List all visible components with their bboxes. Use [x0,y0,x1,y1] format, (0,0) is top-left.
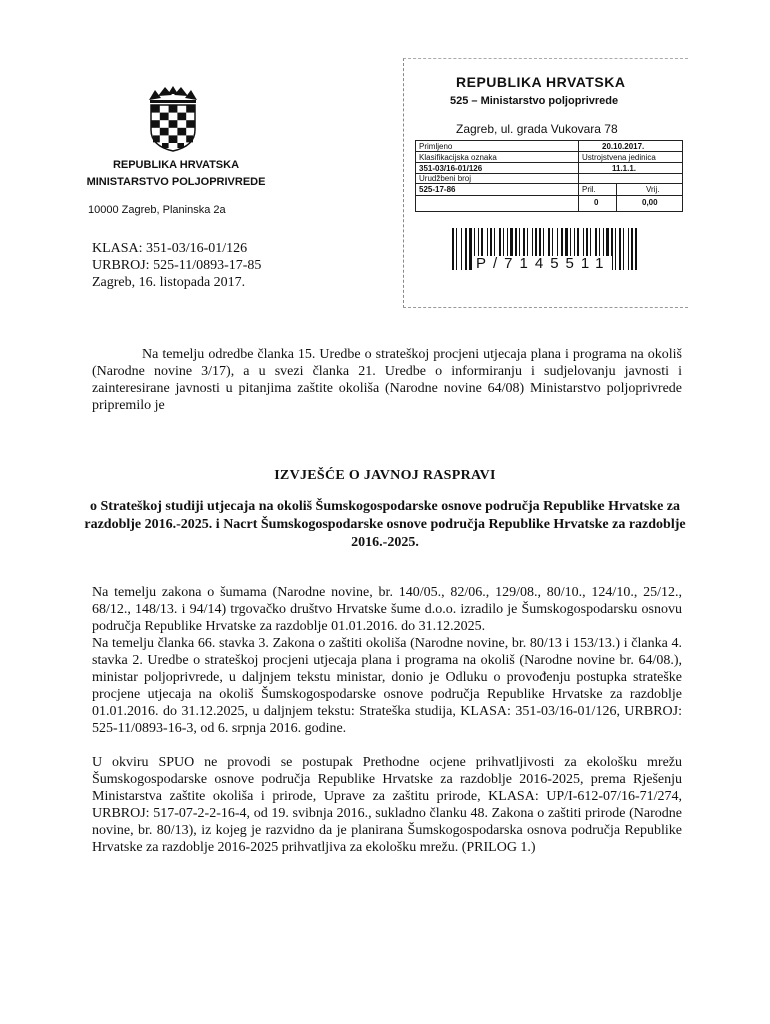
document-heading: IZVJEŠĆE O JAVNOJ RASPRAVI [274,468,496,483]
stamp-table [415,140,683,212]
stamp-received-date: 20.10.2017. [602,142,645,151]
document-references [92,240,261,291]
stamp-attachments-value: 0 [594,198,599,207]
stamp-value-amount: 0,00 [642,198,658,207]
intro-paragraph: Na temelju odredbe članka 15. Uredbe o strateškoj procjeni utjecaja plana i programa na okoliš (Narodne novine 3/17), a u svezi članka 21. Uredbe o informiranju i sudjelovanju javnosti i zainteresirane javnosti u pitanjima zaštite okoliša (Narodne novine 64/08) Ministarstvo poljoprivrede pripremilo je [92,347,682,413]
stamp-registry-label: Urudžbeni broj [419,174,472,183]
stamp-ministry: 525 – Ministarstvo poljoprivrede [450,95,619,107]
stamp-unit-label: Ustrojstvena jedinica [582,153,656,162]
document-subheading: o Strateškoj studiji utjecaja na okoliš Šumskogospodarske osnove područja Republike Hrvatske za razdoblje 2016.-2025. i Nacrt Šumskogospodarske osnove područja Republike Hrvatske za razdoblje 2016.-2025. [84,499,686,550]
stamp-unit-value: 11.1.1. [612,164,637,173]
barcode-number: P/7145511 [476,255,611,272]
stamp-value-label: Vrij. [646,185,660,194]
stamp-attachments-label: Pril. [582,185,596,194]
sender-address: 10000 Zagreb, Planinska 2a [88,204,226,216]
stamp-title: REPUBLIKA HRVATSKA [456,74,626,90]
paragraph-forest-law: Na temelju zakona o šumama (Narodne novine, br. 140/05., 82/06., 129/08., 80/10., 124/10., 25/12., 68/12., 148/13. i 94/14) trgovačko društvo Hrvatske šume d.o.o. izradilo je Šumskogospodarsku osnovu područja Republike Hrvatske za razdoblje 01.01.2016. do 31.12.2025. [92,585,682,634]
paragraph-ecological-network: U okviru SPUO ne provodi se postupak Prethodne ocjene prihvatljivosti za ekološku mrežu Šumskogospodarske osnove područja Republike Hrvatske za razdoblje 2016-2025, prema Rješenju Ministarstva zaštite okoliša i prirode, Uprave za zaštitu prirode, KLASA: UP/I-612-07/16-71/274, URBROJ: 517-07-2-2-16-4, od 19. svibnja 2016., sukladno članku 48. Zakona o zaštiti prirode (Narodne novine, br. 80/13), iz kojeg je razvidno da je planirana Šumskogospodarska osnova područja Republike Hrvatske za razdoblje 2016-2025 prihvatljiva za ekološku mrežu. (PRILOG 1.) [92,755,682,855]
paragraph-environment-law: Na temelju članka 66. stavka 3. Zakona o zaštiti okoliša (Narodne novine, br. 80/13 i 153/13.) i članka 4. stavka 2. Uredbe o strateškoj procjeni utjecaja plana i programa na okoliš (Narodne novine br. 64/08.), ministar poljoprivrede, u daljnjem tekstu ministar, donio je Odluku o provođenju postupka strateške procjene utjecaja na okoliš Šumskogospodarske osnove područja Republike Hrvatske za razdoblje 01.01.2016. do 31.12.2025, u daljnjem tekstu: Strateška studija, KLASA: 351-03/16-01/126, URBROJ: 525-11/0893-16-3, od 6. srpnja 2016. godine. [92,636,682,736]
stamp-classification-label: Klasifikacijska oznaka [419,153,497,162]
stamp-registry-value: 525-17-86 [419,185,456,194]
urbroj-line: URBROJ: 525-11/0893-17-85 [92,258,262,273]
croatian-coat-of-arms-icon [146,86,200,152]
sender-ministry: MINISTARSTVO POLJOPRIVREDE [86,176,266,188]
sender-header [56,157,296,191]
stamp-address: Zagreb, ul. grada Vukovara 78 [456,122,618,136]
stamp-received-label: Primljeno [419,142,453,151]
document-body [92,584,682,856]
stamp-classification-value: 351-03/16-01/126 [419,164,483,173]
sender-country: REPUBLIKA HRVATSKA [112,159,240,171]
date-line: Zagreb, 16. listopada 2017. [92,275,246,290]
klasa-line: KLASA: 351-03/16-01/126 [92,241,248,256]
